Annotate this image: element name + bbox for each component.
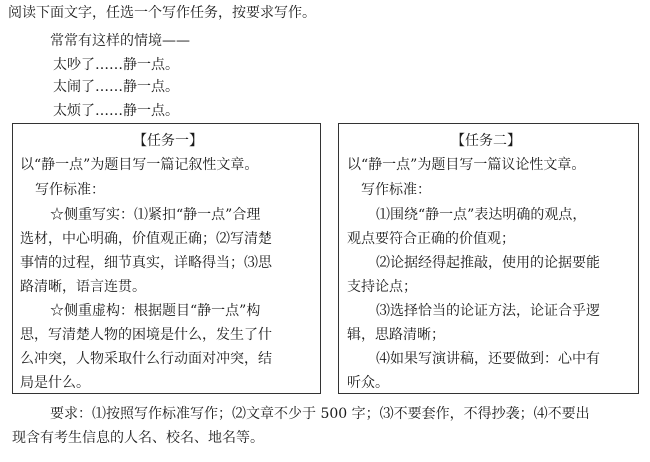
- task-two-title: 【任务二】: [451, 133, 521, 149]
- example-line-2: 太闹了……静一点。: [53, 79, 179, 95]
- task-one-title: 【任务一】: [133, 133, 203, 149]
- task-one-line: ☆侧重写实：⑴紧扣“静一点”合理: [50, 207, 261, 223]
- requirements-line-1: 要求：⑴按照写作标准写作；⑵文章不少于 500 字；⑶不要套作，不得抄袭；⑷不要出: [50, 406, 590, 422]
- instruction-text: 阅读下面文字，任选一个写作任务，按要求写作。: [8, 5, 316, 21]
- task-two-line: ⑷如果写演讲稿，还要做到：心中有: [376, 351, 600, 367]
- task-two-line: 写作标准：: [361, 182, 431, 198]
- task-one-line: ☆侧重虚构：根据题目“静一点”构: [50, 303, 261, 319]
- example-line-1: 太吵了……静一点。: [53, 57, 179, 73]
- task-one-line: 么冲突，人物采取什么行动面对冲突，结: [20, 351, 272, 367]
- task-two-box: [338, 123, 639, 394]
- task-two-line: 观点要符合正确的价值观；: [347, 231, 515, 247]
- task-one-line: 路清晰，语言连贯。: [20, 279, 146, 295]
- example-line-3: 太烦了……静一点。: [53, 103, 179, 119]
- requirements-line-2: 现含有考生信息的人名、校名、地名等。: [12, 430, 264, 446]
- task-two-line: 辑，思路清晰；: [347, 327, 445, 343]
- task-two-line: ⑶选择恰当的论证方法，论证合乎逻: [376, 303, 600, 319]
- task-two-line: 听众。: [347, 375, 389, 391]
- task-one-line: 以“静一点”为题目写一篇记叙性文章。: [20, 157, 259, 173]
- task-two-line: ⑴围绕“静一点”表达明确的观点，: [376, 207, 587, 223]
- task-two-line: 支持论点；: [347, 279, 417, 295]
- task-two-line: 以“静一点”为题目写一篇议论性文章。: [347, 157, 586, 173]
- task-one-line: 写作标准：: [35, 182, 105, 198]
- task-two-line: ⑵论据经得起推敲，使用的论据要能: [376, 255, 600, 271]
- task-one-box: [12, 123, 321, 394]
- task-one-line: 思，写清楚人物的困境是什么，发生了什: [20, 327, 272, 343]
- situation-text: 常常有这样的情境——: [50, 33, 190, 49]
- task-one-line: 事情的过程，细节真实，详略得当；⑶思: [20, 255, 272, 271]
- task-one-line: 选材，中心明确，价值观正确；⑵写清楚: [20, 231, 272, 247]
- task-one-line: 局是什么。: [20, 375, 90, 391]
